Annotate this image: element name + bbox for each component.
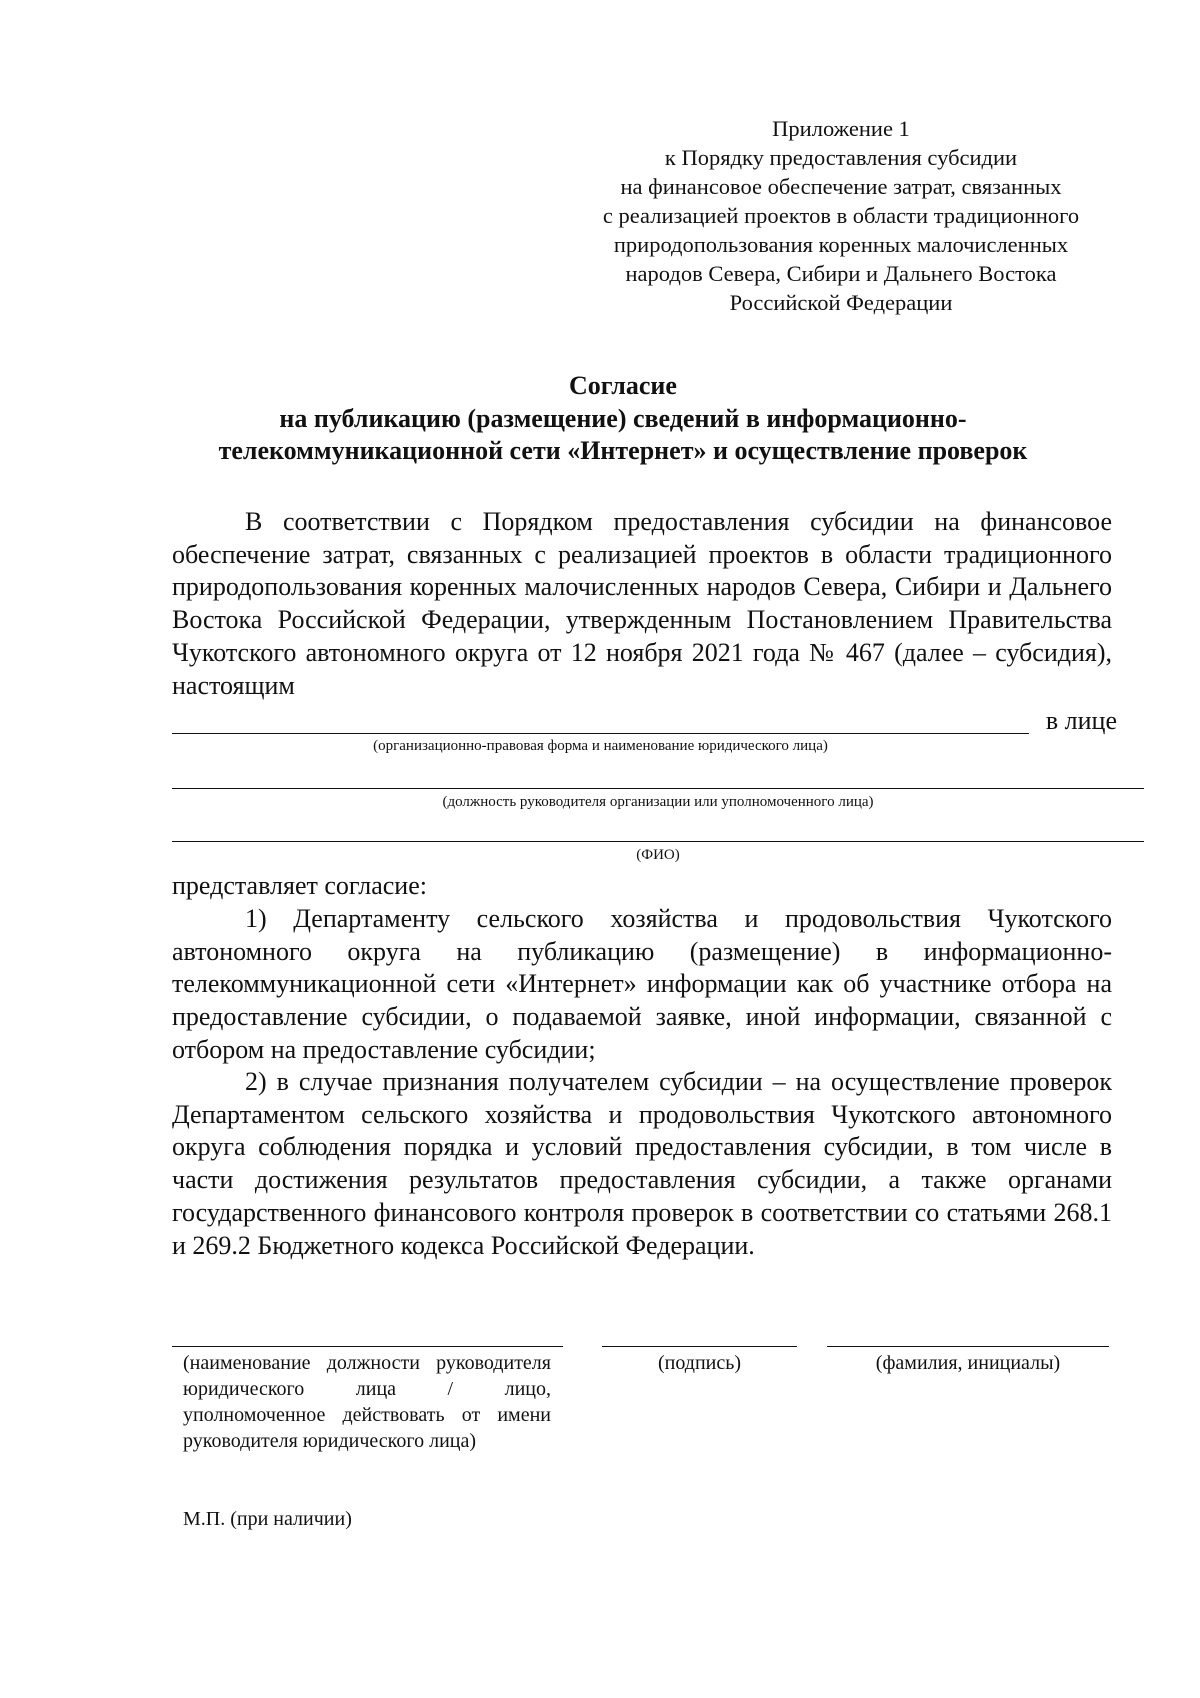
appendix-line: с реализацией проектов в области традиционного	[602, 203, 1080, 228]
appendix-header	[560, 114, 1122, 317]
appendix-line: к Порядку предоставления субсидии	[664, 145, 1018, 170]
position-signature-line[interactable]	[172, 1346, 563, 1347]
position-signature-caption: (наименование должности руководителя юридического лица / лицо, уполномоченное действовать от имени руководителя юридического лица)	[183, 1352, 551, 1452]
title-line: телекоммуникационной сети «Интернет» и осуществление проверок	[218, 436, 1028, 465]
appendix-line: народов Севера, Сибири и Дальнего Востока	[625, 261, 1057, 286]
appendix-line: Российской Федерации	[729, 290, 953, 315]
title-line: Согласие	[569, 371, 677, 400]
name-caption: (фамилия, инициалы)	[875, 1352, 1061, 1374]
document-title	[160, 370, 1086, 468]
signature-line[interactable]	[602, 1346, 797, 1347]
position-blank-line[interactable]	[172, 788, 1144, 789]
fio-blank-line[interactable]	[172, 841, 1144, 842]
in-face-label: в лице	[1045, 706, 1117, 735]
fio-caption: (ФИО)	[636, 847, 680, 863]
consent-item: 2) в случае признания получателем субсидии – на осуществление проверок Департаментом сельского хозяйства и продовольствия Чукотского автономного округа соблюдения порядка и условий предоставления субсидии, в том числе в части достижения результатов предоставления субсидии, а также органами государственного финансового контроля проверок в соответствии со статьями 268.1 и 269.2 Бюджетного кодекса Российской Федерации.	[172, 1067, 1112, 1260]
consent-item: 1) Департаменту сельского хозяйства и продовольствия Чукотского автономного округа на публикацию (размещение) в информационно-телекоммуникационной сети «Интернет» информации как об участнике отбора на предоставление субсидии, о подаваемой заявке, иной информации, связанной с отбором на предоставление субсидии;	[172, 904, 1112, 1064]
appendix-line: Приложение 1	[772, 116, 910, 141]
position-caption: (должность руководителя организации или уполномоченного лица)	[442, 794, 874, 810]
org-name-blank-line[interactable]	[172, 733, 1029, 734]
org-name-caption: (организационно-правовая форма и наименование юридического лица)	[373, 738, 828, 754]
signature-caption: (подпись)	[657, 1352, 742, 1374]
appendix-line: природопользования коренных малочисленных	[613, 232, 1069, 257]
appendix-line: на финансовое обеспечение затрат, связанных	[620, 174, 1062, 199]
stamp-note: М.П. (при наличии)	[183, 1508, 352, 1530]
title-line: на публикацию (размещение) сведений в информационно-	[279, 403, 967, 433]
name-signature-line[interactable]	[827, 1346, 1109, 1347]
intro-paragraph: В соответствии с Порядком предоставления субсидии на финансовое обеспечение затрат, связанных с реализацией проектов в области традиционного природопользования коренных малочисленных народов Севера, Сибири и Дальнего Востока Российской Федерации, утвержденным Постановлением Правительства Чукотского автономного округа от 12 ноября 2021 года № 467 (далее – субсидия), настоящим	[172, 507, 1112, 700]
consent-intro: представляет согласие:	[172, 871, 427, 900]
